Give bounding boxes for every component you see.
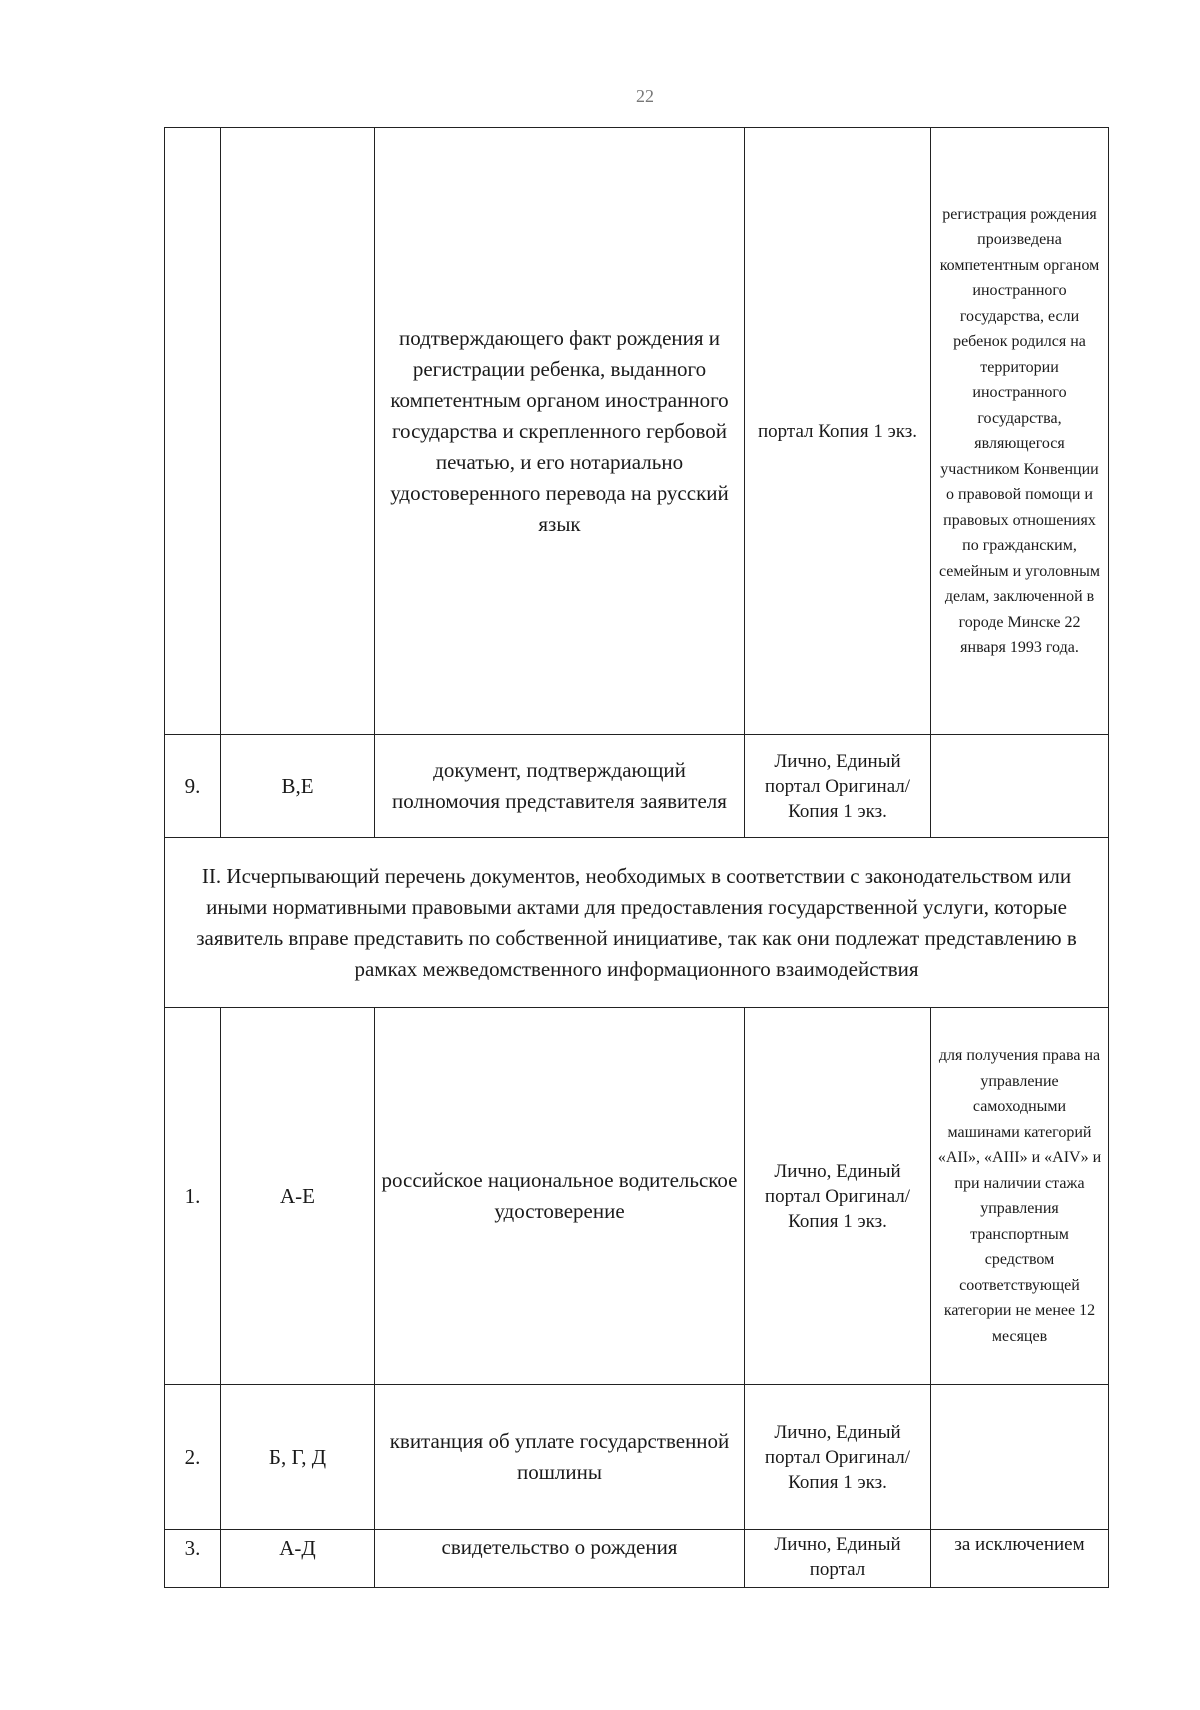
- submission-form: портал Копия 1 экз.: [745, 128, 931, 735]
- row-number: 9.: [165, 735, 221, 838]
- table-row: [165, 128, 1109, 735]
- applicant-category: В,Е: [221, 735, 375, 838]
- document-note: регистрация рождения произведена компетентным органом иностранного государства, если ребенок родился на территории иностранного государства, являющегося участником Конвенции о правовой помощи и правовых отношениях по гражданским, семейным и уголовным делам, заключенной в городе Минске 22 января 1993 года.: [931, 128, 1109, 735]
- document-name: подтверждающего факт рождения и регистрации ребенка, выданного компетентным органом иностранного государства и скрепленного гербовой печатью, и его нотариально удостоверенного перевода на русский язык: [375, 128, 745, 735]
- table-row: [165, 1008, 1109, 1385]
- table-row: [165, 1530, 1109, 1588]
- row-number: 2.: [165, 1385, 221, 1530]
- applicant-category: [221, 128, 375, 735]
- applicant-category: А-Е: [221, 1008, 375, 1385]
- submission-form: Лично, Единый портал Оригинал/Копия 1 экз.: [745, 1385, 931, 1530]
- document-note: [931, 1385, 1109, 1530]
- documents-table: [164, 127, 1109, 1588]
- submission-form: Лично, Единый портал Оригинал/Копия 1 экз.: [745, 1008, 931, 1385]
- document-note: [931, 735, 1109, 838]
- section-heading-row: [165, 838, 1109, 1008]
- document-name: квитанция об уплате государственной пошлины: [375, 1385, 745, 1530]
- document-name: документ, подтверждающий полномочия представителя заявителя: [375, 735, 745, 838]
- applicant-category: А-Д: [221, 1530, 375, 1588]
- applicant-category: Б, Г, Д: [221, 1385, 375, 1530]
- row-number: [165, 128, 221, 735]
- document-note: за исключением: [931, 1530, 1109, 1588]
- table-row: [165, 1385, 1109, 1530]
- page-number: 22: [636, 86, 654, 106]
- document-note: для получения права на управление самоходными машинами категорий «AII», «AIII» и «AIV» и при наличии стажа управления транспортным средством соответствующей категории не менее 12 месяцев: [931, 1008, 1109, 1385]
- submission-form: Лично, Единый портал Оригинал/Копия 1 экз.: [745, 735, 931, 838]
- row-number: 3.: [165, 1530, 221, 1588]
- table-row: [165, 735, 1109, 838]
- document-name: российское национальное водительское удостоверение: [375, 1008, 745, 1385]
- section-heading: II. Исчерпывающий перечень документов, необходимых в соответствии с законодательством или иными нормативными правовыми актами для предоставления государственной услуги, которые заявитель вправе представить по собственной инициативе, так как они подлежат представлению в рамках межведомственного информационного взаимодействия: [165, 838, 1109, 1008]
- row-number: 1.: [165, 1008, 221, 1385]
- document-name: свидетельство о рождения: [375, 1530, 745, 1588]
- submission-form: Лично, Единый портал: [745, 1530, 931, 1588]
